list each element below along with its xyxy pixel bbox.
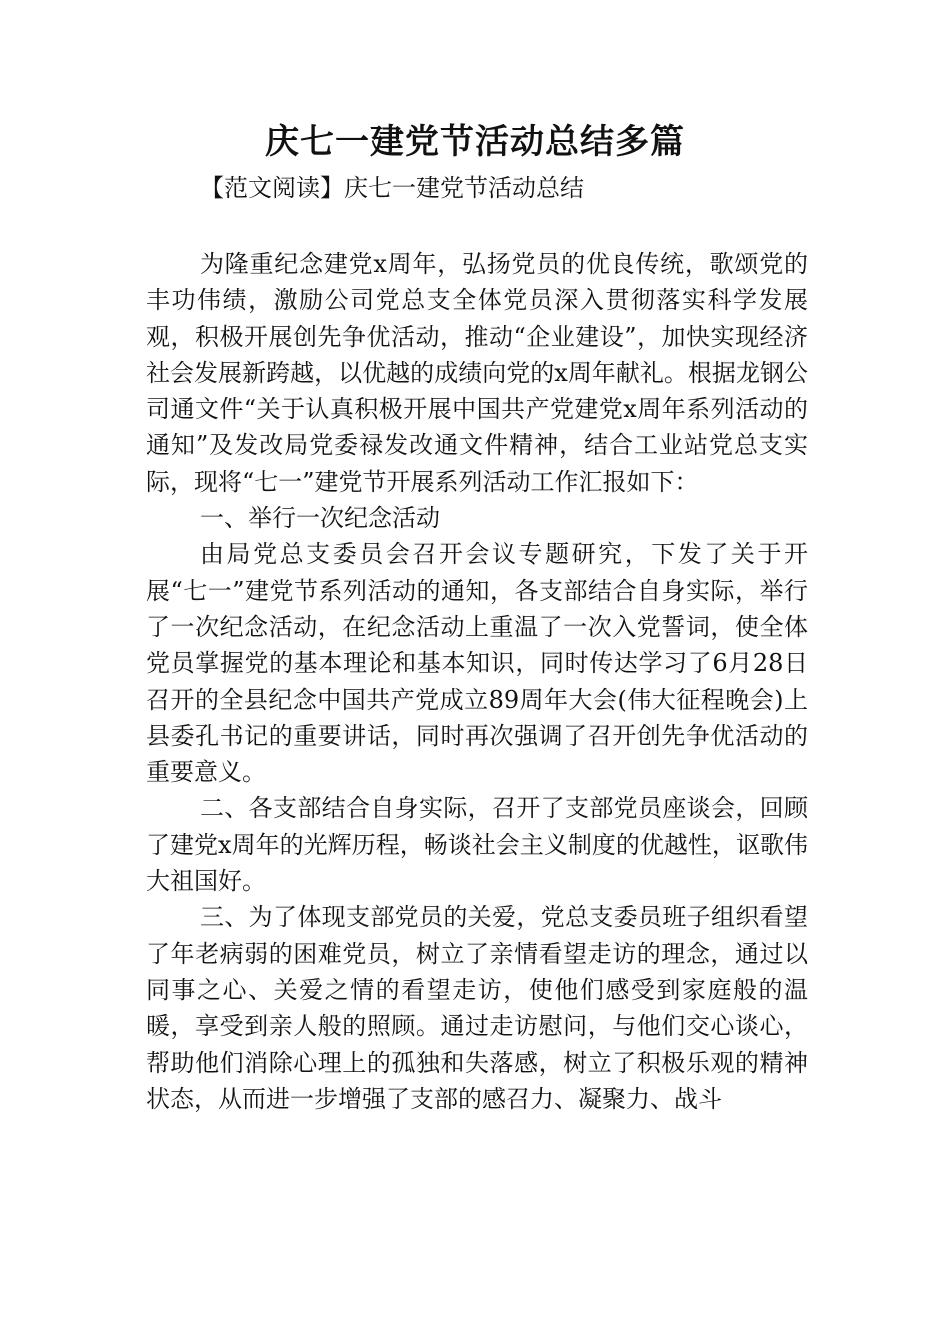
paragraph-activity-1: 由局党总支委员会召开会议专题研究，下发了关于开展“七一”建党节系列活动的通知，各支部结合自身实际，举行了一次纪念活动，在纪念活动上重温了一次入党誓词，使全体党员掌握党的基本理论和基本知识，同时传达学习了6月28日召开的全县纪念中国共产党成立89周年大会(伟大征程晚会)上县委孔书记的重要讲话，同时再次强调了召开创先争优活动的重要意义。 (146, 540, 808, 787)
paragraph-activity-2: 二、各支部结合自身实际，召开了支部党员座谈会，回顾了建党x周年的光辉历程，畅谈社会主义制度的优越性，讴歌伟大祖国好。 (146, 794, 808, 896)
paragraph-intro: 为隆重纪念建党x周年，弘扬党员的优良传统，歌颂党的丰功伟绩，激励公司党总支全体党员深入贯彻落实科学发展观，积极开展创先争优活动，推动“企业建设”，加快实现经济社会发展新跨越，以优越的成绩向党的x周年献礼。根据龙钢公司通文件“关于认真积极开展中国共产党建党x周年系列活动的通知”及发改局党委禄发改通文件精神，结合工业站党总支实际，现将“七一”建党节开展系列活动工作汇报如下： (146, 250, 808, 496)
paragraph-activity-3: 三、为了体现支部党员的关爱，党总支委员班子组织看望了年老病弱的困难党员，树立了亲情看望走访的理念，通过以同事之心、关爱之情的看望走访，使他们感受到家庭般的温暖，享受到亲人般的照顾。通过走访慰问，与他们交心谈心，帮助他们消除心理上的孤独和失落感，树立了积极乐观的精神状态，从而进一步增强了支部的感召力、凝聚力、战斗 (146, 903, 808, 1113)
document-subtitle: 【范文阅读】庆七一建党节活动总结 (200, 174, 584, 202)
paragraph-heading-1: 一、举行一次纪念活动 (200, 504, 440, 533)
document-body (146, 246, 808, 1117)
document-title: 庆七一建党节活动总结多篇 (265, 122, 685, 162)
